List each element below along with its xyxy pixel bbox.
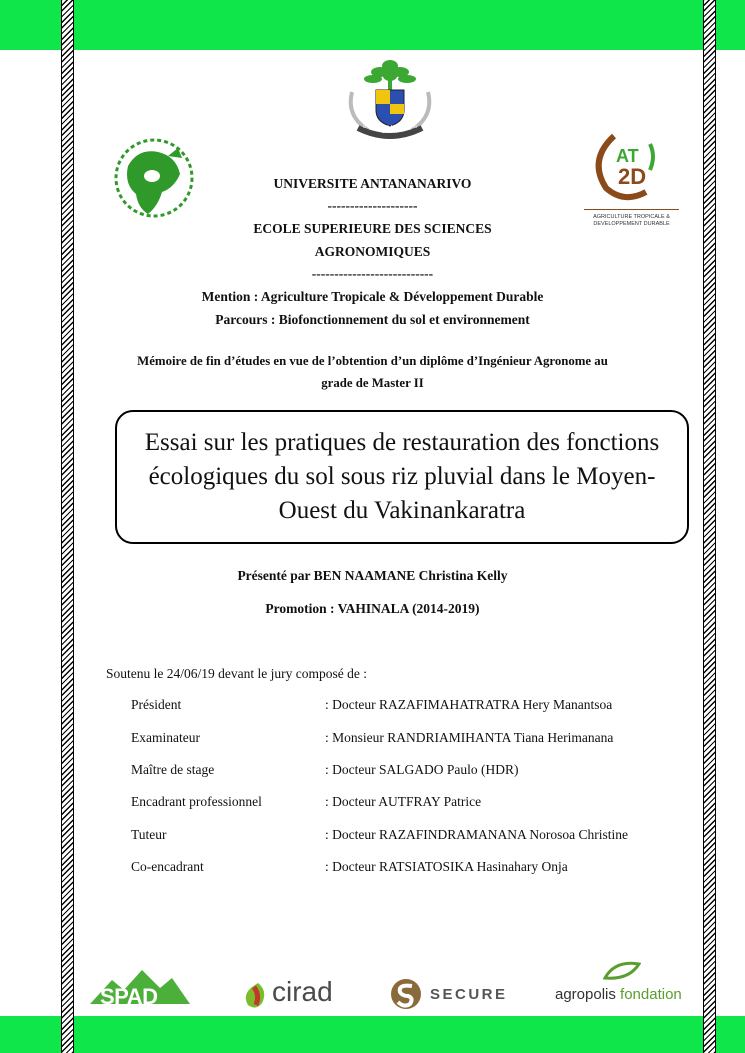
jury-role: Encadrant professionnel: [131, 794, 262, 809]
at2d-number: 2D: [618, 164, 647, 189]
at2d-letters: AT: [616, 146, 639, 166]
jury-role: Président: [131, 697, 182, 712]
jury-name: : Docteur RAZAFINDRAMANANA Norosoa Christine: [325, 827, 628, 842]
jury-name: : Docteur SALGADO Paulo (HDR): [325, 762, 519, 777]
presenter-line: Présenté par BEN NAAMANE Christina Kelly: [237, 568, 508, 583]
top-green-band: [0, 0, 745, 50]
jury-role: Examinateur: [131, 730, 200, 745]
parcours-line: Parcours : Biofonctionnement du sol et environnement: [215, 312, 530, 327]
secure-logo: [390, 978, 520, 1012]
jury-row: [131, 697, 691, 715]
school-name-line-1: ECOLE SUPERIEURE DES SCIENCES: [253, 221, 492, 236]
jury-role: Tuteur: [131, 827, 167, 842]
agropolis-text: [555, 986, 682, 1003]
jury-row: [131, 730, 691, 748]
secure-text: SECURE: [430, 986, 508, 1003]
university-crest-logo: [340, 54, 440, 144]
jury-row: [131, 762, 691, 780]
spad-text: SPAD: [100, 984, 158, 1009]
promotion-line: Promotion : VAHINALA (2014-2019): [265, 601, 480, 616]
jury-row: [131, 827, 691, 845]
memoire-line-1: Mémoire de fin d’études en vue de l’obtention d’un diplôme d’Ingénieur Agronome au: [137, 354, 608, 368]
at2d-caption-1: AGRICULTURE TROPICALE &: [593, 214, 670, 220]
separator-1: --------------------: [327, 198, 418, 213]
separator-2: ---------------------------: [311, 266, 434, 281]
right-hatched-border: [703, 0, 716, 1053]
thesis-title-box: [115, 410, 689, 544]
thesis-title: Essai sur les pratiques de restauration des fonctions écologiques du sol sous riz pluvial dans le Moyen-Ouest du Vakinankaratra: [144, 429, 660, 524]
school-name-line-2: AGRONOMIQUES: [314, 244, 431, 259]
memoire-line-2: grade de Master II: [321, 376, 424, 390]
agropolis-word: agropolis: [555, 986, 616, 1003]
jury-row: [131, 794, 691, 812]
spad-logo: [90, 964, 190, 1014]
jury-role: Co-encadrant: [131, 859, 204, 874]
mention-line: Mention : Agriculture Tropicale & Développement Durable: [201, 289, 544, 304]
jury-intro: Soutenu le 24/06/19 devant le jury composé de :: [106, 666, 367, 681]
jury-row: [131, 859, 691, 877]
at2d-caption-2: DEVELOPPEMENT DURABLE: [593, 221, 670, 227]
bottom-green-band: [0, 1016, 745, 1053]
crest-motto: GAT AGALA NO EGA AN GHARY: [362, 124, 418, 134]
jury-name: : Docteur RAZAFIMAHATRATRA Hery Manantsoa: [325, 697, 613, 712]
agropolis-logo: [555, 960, 690, 1010]
left-hatched-border: [61, 0, 74, 1053]
cirad-logo: [244, 978, 348, 1012]
fondation-word: fondation: [615, 986, 682, 1003]
jury-name: : Docteur AUTFRAY Patrice: [325, 794, 482, 809]
jury-role: Maître de stage: [131, 762, 215, 777]
jury-name: : Docteur RATSIATOSIKA Hasinahary Onja: [325, 859, 568, 874]
university-name: UNIVERSITE ANTANANARIVO: [273, 176, 472, 191]
cirad-text: cirad: [272, 976, 333, 1007]
jury-name: : Monsieur RANDRIAMIHANTA Tiana Herimanana: [325, 730, 614, 745]
